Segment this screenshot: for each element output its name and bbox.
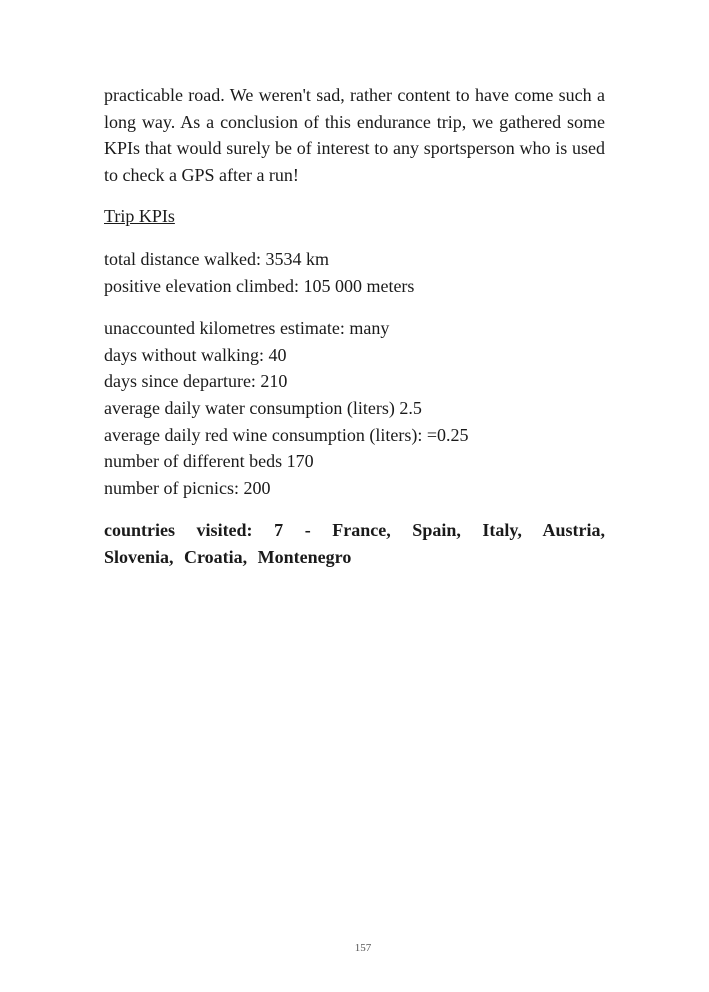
page-number: 157 bbox=[354, 942, 372, 954]
page-content bbox=[104, 82, 605, 571]
section-heading-trip-kpis: Trip KPIs bbox=[104, 206, 175, 227]
kpi-water-consumption: average daily water consumption (liters) 2.5 bbox=[104, 397, 422, 418]
kpi-elevation: positive elevation climbed: 105 000 meters bbox=[104, 275, 415, 296]
kpi-total-distance: total distance walked: 3534 km bbox=[104, 248, 329, 269]
intro-paragraph: practicable road. We weren't sad, rather content to have come such a long way. As a conclusion of this endurance trip, we gathered some KPIs that would surely be of interest to any sportsperson who is used to check a GPS after a run! bbox=[104, 85, 605, 185]
kpi-days-without-walking: days without walking: 40 bbox=[104, 344, 287, 365]
kpi-unaccounted-km: unaccounted kilometres estimate: many bbox=[104, 318, 390, 339]
countries-visited: countries visited: 7 - France, Spain, Italy, Austria, Slovenia, Croatia, Montenegro bbox=[104, 520, 605, 567]
kpi-picnics: number of picnics: 200 bbox=[104, 477, 271, 498]
kpi-beds: number of different beds 170 bbox=[104, 451, 314, 472]
kpi-group-misc bbox=[104, 315, 605, 501]
kpi-group-distance bbox=[104, 246, 605, 299]
kpi-wine-consumption: average daily red wine consumption (liters): =0.25 bbox=[104, 424, 469, 445]
kpi-days-since-departure: days since departure: 210 bbox=[104, 371, 288, 392]
